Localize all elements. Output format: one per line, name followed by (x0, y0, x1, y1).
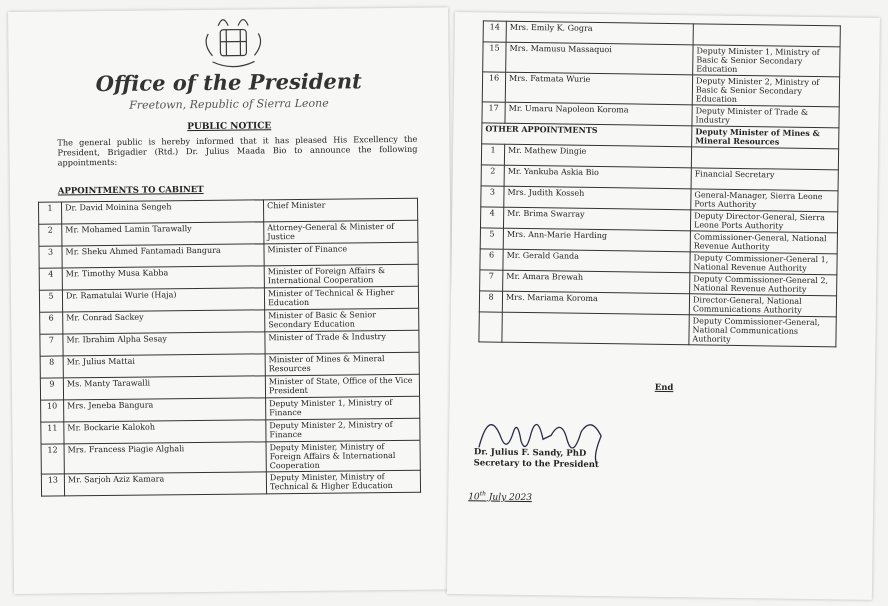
appointee-position: Minister of Finance (264, 242, 418, 266)
appointee-position (693, 24, 840, 47)
table-row (41, 440, 420, 474)
row-number: 12 (41, 444, 64, 474)
signatory-block (474, 447, 599, 471)
row-number: 4 (39, 268, 62, 290)
appointee-name: Mr. Bockarie Kalokoh (64, 420, 266, 444)
appointee-position: Director-General, National Communications Authority (689, 294, 836, 317)
appointee-position: Deputy Minister, Ministry of Technical & Higher Education (266, 470, 420, 494)
appointee-name: Mrs. Fatmata Wurie (505, 72, 692, 105)
appointee-name: Dr. David Moinina Sengeh (61, 200, 263, 224)
notice-intro: The general public is hereby informed that it has pleased His Excellency the President, Brigadier (Rtd.) Dr. Julius Maada Bio to announce the following appointments: (57, 133, 418, 168)
appointee-name: Mr. Brima Swarray (503, 207, 690, 231)
date-suffix: th (479, 490, 487, 498)
row-number: 8 (40, 356, 63, 378)
cabinet-table (38, 198, 421, 497)
appointee-name: Mrs. Mamusu Massaquoi (506, 42, 693, 75)
table-row (479, 312, 836, 347)
appointee-name: Mr. Amara Brewah (503, 270, 690, 294)
appointee-position: Minister of Foreign Affairs & International Cooperation (264, 264, 418, 288)
row-number (479, 312, 502, 342)
appointee-name: Mr. Mathew Dingie (504, 144, 691, 168)
row-number: 10 (41, 400, 64, 422)
coat-of-arms-emblem (198, 11, 269, 74)
cabinet-heading: APPOINTMENTS TO CABINET (57, 184, 204, 197)
other-appointments-heading: OTHER APPOINTMENTS (482, 123, 692, 147)
appointee-position: Deputy Minister of Trade & Industry (692, 105, 839, 128)
appointee-name: Mrs. Emily K. Gogra (506, 21, 693, 45)
row-number: 15 (483, 42, 506, 72)
appointee-position: Attorney-General & Minister of Justice (264, 220, 418, 244)
appointee-position: Commissioner-General, National Revenue Authority (690, 231, 837, 254)
row-number: 13 (41, 474, 64, 496)
appointee-name: Mr. Sarjoh Aziz Kamara (64, 472, 266, 496)
row-number: 7 (480, 270, 503, 291)
appointee-position: Minister of Mines & Mineral Resources (265, 352, 419, 376)
office-location: Freetown, Republic of Sierra Leone (129, 96, 329, 112)
appointee-position: Minister of Trade & Industry (265, 330, 419, 354)
appointee-position: Chief Minister (263, 198, 417, 222)
row-number: 1 (481, 144, 504, 165)
appointee-name: Mr. Gerald Ganda (503, 249, 690, 273)
row-number: 14 (483, 21, 506, 42)
row-number: 16 (482, 72, 505, 102)
appointee-position: Financial Secretary (691, 168, 838, 191)
appointee-position: General-Manager, Sierra Leone Ports Authority (691, 189, 838, 212)
office-title: Office of the President (95, 68, 362, 97)
appointee-position: Minister of Basic & Senior Secondary Education (265, 308, 419, 332)
appointee-name: Mr. Conrad Sackey (63, 310, 265, 334)
notice-page-1 (8, 7, 454, 594)
appointee-position: Deputy Director-General, Sierra Leone Ports Authority (690, 210, 837, 233)
appointee-name: Mr. Umaru Napoleon Koroma (505, 102, 692, 126)
notice-heading: PUBLIC NOTICE (187, 121, 272, 133)
appointee-position (691, 147, 838, 170)
appointee-name: Mrs. Ann-Marie Harding (503, 228, 690, 252)
appointee-position: Deputy Minister of Mines & Mineral Resources (692, 126, 839, 149)
row-number: 9 (40, 378, 63, 400)
appointee-name: Mrs. Jeneba Bangura (64, 398, 266, 422)
notice-date (468, 490, 532, 503)
table-row (482, 72, 839, 107)
appointee-position: Deputy Minister, Ministry of Foreign Affairs & International Cooperation (266, 440, 420, 472)
row-number: 6 (480, 249, 503, 270)
appointee-name: Mrs. Mariama Koroma (502, 291, 689, 315)
appointee-position: Deputy Commissioner-General 2, National Revenue Authority (690, 273, 837, 296)
appointments-table (478, 20, 840, 347)
row-number: 3 (39, 246, 62, 268)
row-number: 7 (40, 334, 63, 356)
notice-page-2 (447, 12, 880, 600)
appointee-position: Deputy Minister 2, Ministry of Basic & Senior Secondary Education (692, 75, 839, 107)
table-row (41, 470, 420, 496)
appointee-position: Deputy Minister 1, Ministry of Basic & Senior Secondary Education (693, 45, 840, 77)
appointee-position: Deputy Commissioner-General, National Communications Authority (689, 315, 836, 347)
table-row (483, 42, 840, 77)
row-number: 2 (39, 224, 62, 246)
row-number: 6 (40, 312, 63, 334)
appointee-name: Mr. Ibrahim Alpha Sesay (63, 332, 265, 356)
signatory-name: Dr. Julius F. Sandy, PhD (473, 447, 587, 459)
appointee-name: Mr. Yankuba Askia Bio (504, 165, 691, 189)
appointee-name: Ms. Manty Tarawalli (63, 376, 265, 400)
appointee-name: Mrs. Judith Kosseh (504, 186, 691, 210)
end-marker: End (654, 382, 674, 394)
signatory-title: Secretary to the President (473, 458, 599, 471)
appointee-name: Dr. Ramatulai Wurie (Haja) (62, 288, 264, 312)
row-number: 2 (481, 165, 504, 186)
appointee-position: Deputy Commissioner-General 1, National Revenue Authority (690, 252, 837, 275)
appointee-position: Deputy Minister 1, Ministry of Finance (266, 396, 420, 420)
row-number: 5 (480, 228, 503, 249)
row-number: 4 (480, 207, 503, 228)
row-number: 11 (41, 422, 64, 444)
row-number: 17 (482, 102, 505, 123)
appointee-position: Minister of State, Office of the Vice President (265, 374, 419, 398)
date-rest: July 2023 (485, 492, 533, 504)
row-number: 8 (479, 291, 502, 312)
date-day: 10 (468, 492, 480, 503)
row-number: 5 (39, 290, 62, 312)
appointee-name: Mr. Julius Mattai (63, 354, 265, 378)
appointee-name: Mr. Mohamed Lamin Tarawally (62, 222, 264, 246)
row-number: 3 (481, 186, 504, 207)
appointee-position: Minister of Technical & Higher Education (264, 286, 418, 310)
appointee-name: Mrs. Francess Piagie Alghali (64, 442, 266, 474)
row-number: 1 (38, 202, 61, 224)
appointee-name: Mr. Timothy Musa Kabba (62, 266, 264, 290)
appointee-name (502, 312, 689, 345)
appointee-position: Deputy Minister 2, Ministry of Finance (266, 418, 420, 442)
appointee-name: Mr. Sheku Ahmed Fantamadi Bangura (62, 244, 264, 268)
